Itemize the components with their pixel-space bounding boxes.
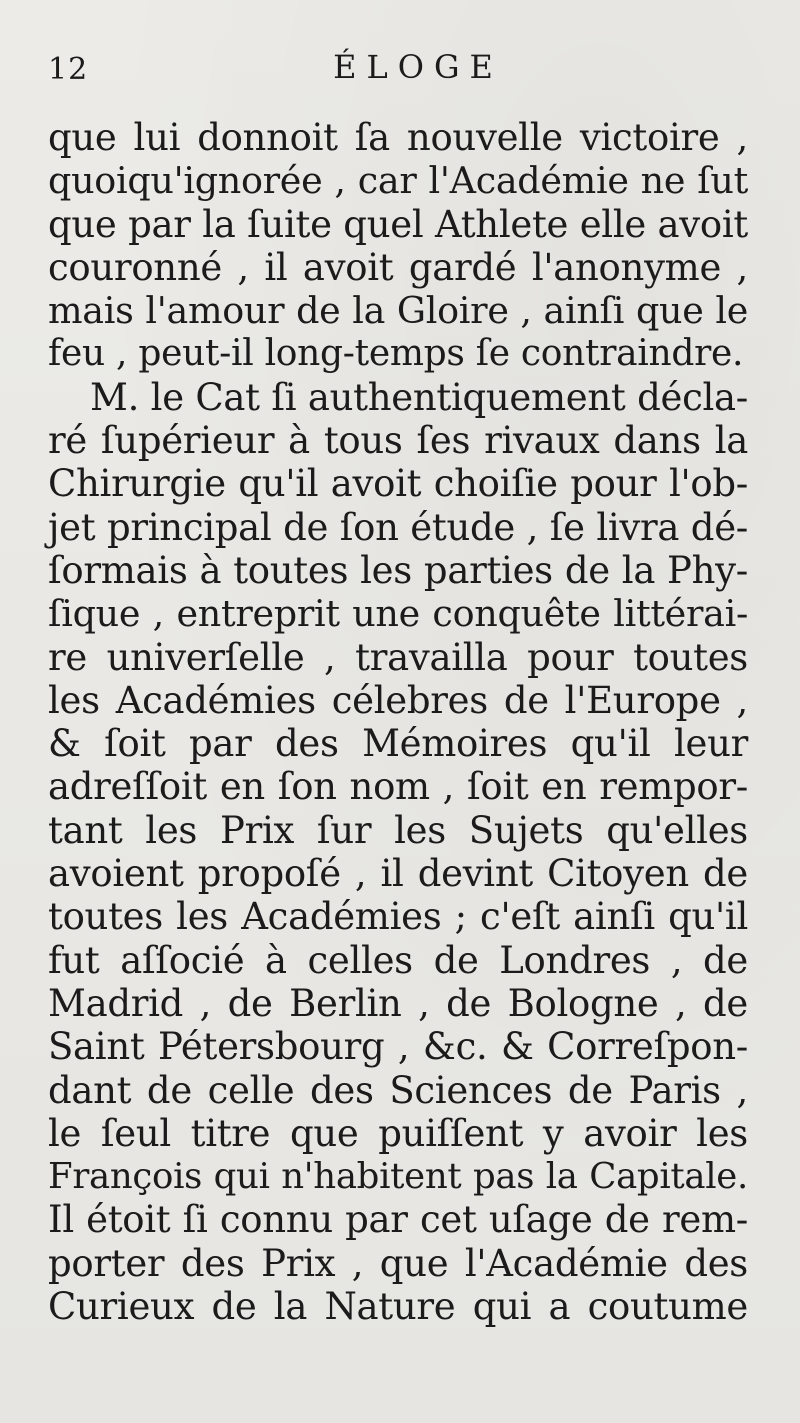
text-line: que lui donnoit ſa nouvelle victoire , — [48, 116, 748, 159]
text-line: Madrid , de Berlin , de Bologne , de — [48, 981, 748, 1025]
running-head: ÉLOGE — [333, 48, 503, 86]
text-line: Saint Pétersbourg , &c. & Correſpon- — [48, 1025, 748, 1069]
text-line: avoient propoſé , il devint Citoyen de — [48, 852, 748, 896]
text-line: & ſoit par des Mémoires qu'il leur — [48, 722, 748, 766]
text-line: dant de celle des Sciences de Paris , — [48, 1068, 748, 1112]
body-text — [48, 116, 748, 1328]
text-line: ſormais à toutes les parties de la Phy- — [48, 548, 748, 592]
text-line: re univerſelle , travailla pour toutes — [48, 635, 748, 679]
page-header — [48, 44, 748, 100]
text-line: Chirurgie qu'il avoit choiſie pour l'ob- — [48, 462, 748, 506]
text-line: fut aſſocié à celles de Londres , de — [48, 938, 748, 982]
text-line: ré ſupérieur à tous ſes rivaux dans la — [48, 419, 748, 463]
text-line: François qui n'habitent pas la Capitale. — [48, 1156, 748, 1198]
text-line: les Académies célebres de l'Europe , — [48, 678, 748, 722]
text-line: jet principal de ſon étude , ſe livra dé- — [48, 505, 748, 549]
text-line: que par la ſuite quel Athlete elle avoit — [48, 202, 748, 246]
text-line: mais l'amour de la Gloire , ainſi que le — [48, 289, 748, 333]
text-line: adreſſoit en ſon nom , ſoit en rempor- — [48, 765, 748, 809]
text-line: tant les Prix ſur les Sujets qu'elles — [48, 808, 748, 852]
text-line: toutes les Académies ; c'eſt ainſi qu'il — [48, 895, 748, 939]
text-line: porter des Prix , que l'Académie des — [48, 1241, 748, 1285]
text-line: quoiqu'ignorée , car l'Académie ne ſut — [48, 159, 748, 203]
text-line: couronné , il avoit gardé l'anonyme , — [48, 245, 748, 289]
text-line: Il étoit ſi connu par cet uſage de rem- — [48, 1198, 748, 1242]
text-line: le ſeul titre que puiſſent y avoir les — [48, 1111, 748, 1155]
text-line: ſique , entreprit une conquête littérai- — [48, 592, 748, 636]
text-line: M. le Cat ſi authentiquement décla- — [90, 375, 748, 419]
text-line: feu , peut-il long-temps ſe contraindre. — [48, 333, 744, 375]
text-line: Curieux de la Nature qui a coutume — [48, 1285, 748, 1329]
page-number: 12 — [48, 52, 89, 87]
